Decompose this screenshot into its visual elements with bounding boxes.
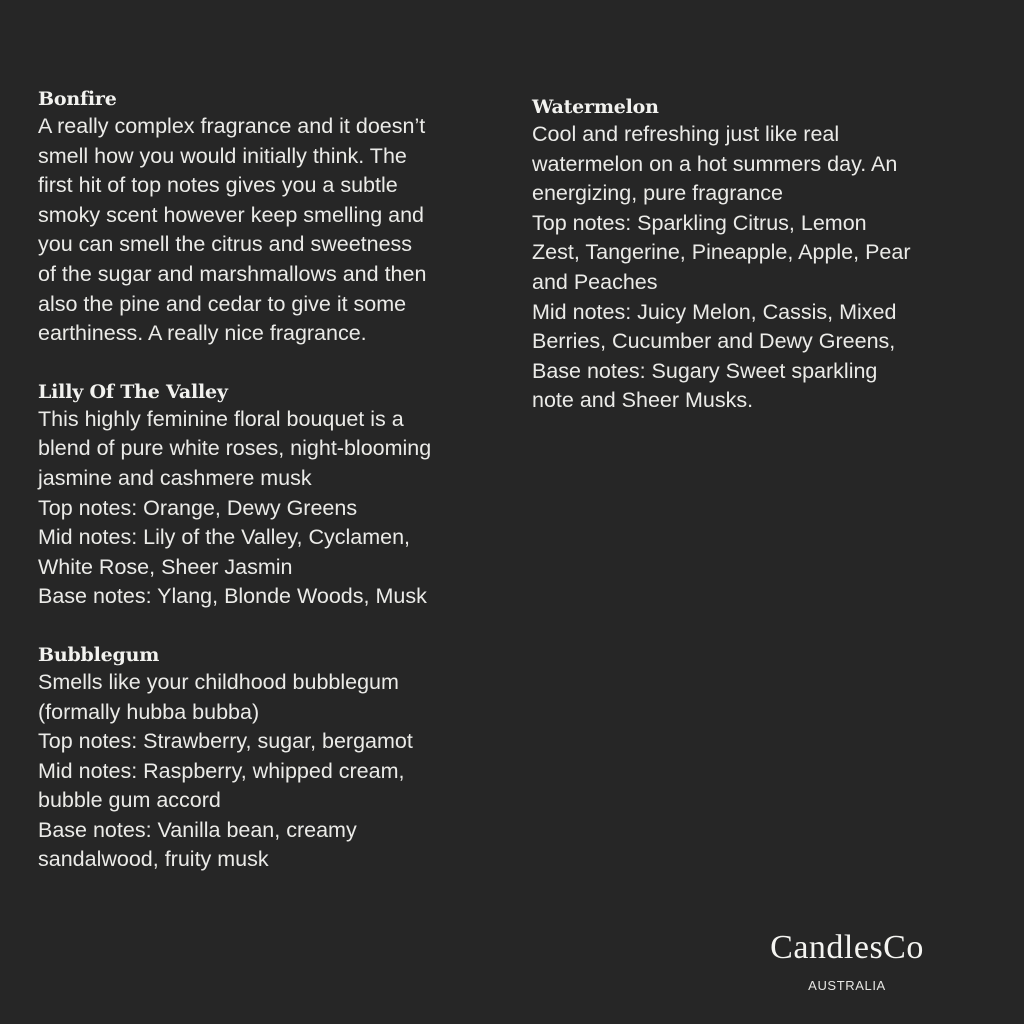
fragrance-lilly-of-the-valley bbox=[38, 379, 508, 612]
fragrance-title: Watermelon bbox=[532, 96, 659, 118]
description-line: Smells like your childhood bubblegum bbox=[38, 669, 399, 694]
top-notes-line: and Peaches bbox=[532, 269, 658, 294]
description-line: (formally hubba bubba) bbox=[38, 699, 260, 724]
description-line: energizing, pure fragrance bbox=[532, 181, 783, 206]
description-line: blend of pure white roses, night-blooming bbox=[38, 436, 432, 461]
description-line: jasmine and cashmere musk bbox=[38, 465, 312, 490]
top-notes-line: Top notes: Strawberry, sugar, bergamot bbox=[38, 729, 413, 754]
description-line: you can smell the citrus and sweetness bbox=[38, 232, 413, 257]
right-column bbox=[532, 94, 972, 446]
base-notes-line: note and Sheer Musks. bbox=[532, 388, 754, 413]
description-line: smell how you would initially think. The bbox=[38, 143, 407, 168]
base-notes-line: Base notes: Ylang, Blonde Woods, Musk bbox=[38, 584, 427, 609]
top-notes-line: Top notes: Sparkling Citrus, Lemon bbox=[532, 210, 867, 235]
brand-subtitle: AUSTRALIA bbox=[808, 978, 886, 993]
base-notes-line: Base notes: Sugary Sweet sparkling bbox=[532, 358, 878, 383]
description-line: first hit of top notes gives you a subtle bbox=[38, 173, 398, 198]
description-line: earthiness. A really nice fragrance. bbox=[38, 321, 367, 346]
mid-notes-line: Berries, Cucumber and Dewy Greens, bbox=[532, 329, 896, 354]
brand-name: CandlesCo bbox=[770, 929, 924, 966]
top-notes-line: Top notes: Orange, Dewy Greens bbox=[38, 495, 358, 520]
top-notes-line: Zest, Tangerine, Pineapple, Apple, Pear bbox=[532, 240, 911, 265]
description-line: A really complex fragrance and it doesn’t bbox=[38, 114, 426, 138]
mid-notes-line: bubble gum accord bbox=[38, 788, 221, 813]
fragrance-title: Bonfire bbox=[38, 88, 117, 110]
mid-notes-line: White Rose, Sheer Jasmin bbox=[38, 554, 293, 579]
mid-notes-line: Mid notes: Juicy Melon, Cassis, Mixed bbox=[532, 299, 897, 324]
base-notes-line: sandalwood, fruity musk bbox=[38, 847, 269, 872]
fragrance-bubblegum bbox=[38, 642, 508, 875]
description-line: Cool and refreshing just like real bbox=[532, 122, 840, 146]
description-line: smoky scent however keep smelling and bbox=[38, 202, 424, 227]
brand-logo bbox=[720, 928, 974, 993]
fragrance-title: Lilly Of The Valley bbox=[38, 380, 228, 403]
fragrance-bonfire bbox=[38, 86, 508, 349]
description-line: watermelon on a hot summers day. An bbox=[532, 151, 898, 176]
mid-notes-line: Mid notes: Raspberry, whipped cream, bbox=[38, 758, 405, 783]
fragrance-watermelon bbox=[532, 94, 972, 416]
description-line: This highly feminine floral bouquet is a bbox=[38, 406, 404, 431]
fragrance-title: Bubblegum bbox=[38, 643, 160, 666]
description-line: of the sugar and marshmallows and then bbox=[38, 261, 427, 286]
left-column bbox=[38, 86, 508, 905]
base-notes-line: Base notes: Vanilla bean, creamy bbox=[38, 817, 357, 842]
description-line: also the pine and cedar to give it some bbox=[38, 291, 407, 316]
mid-notes-line: Mid notes: Lily of the Valley, Cyclamen, bbox=[38, 525, 411, 550]
